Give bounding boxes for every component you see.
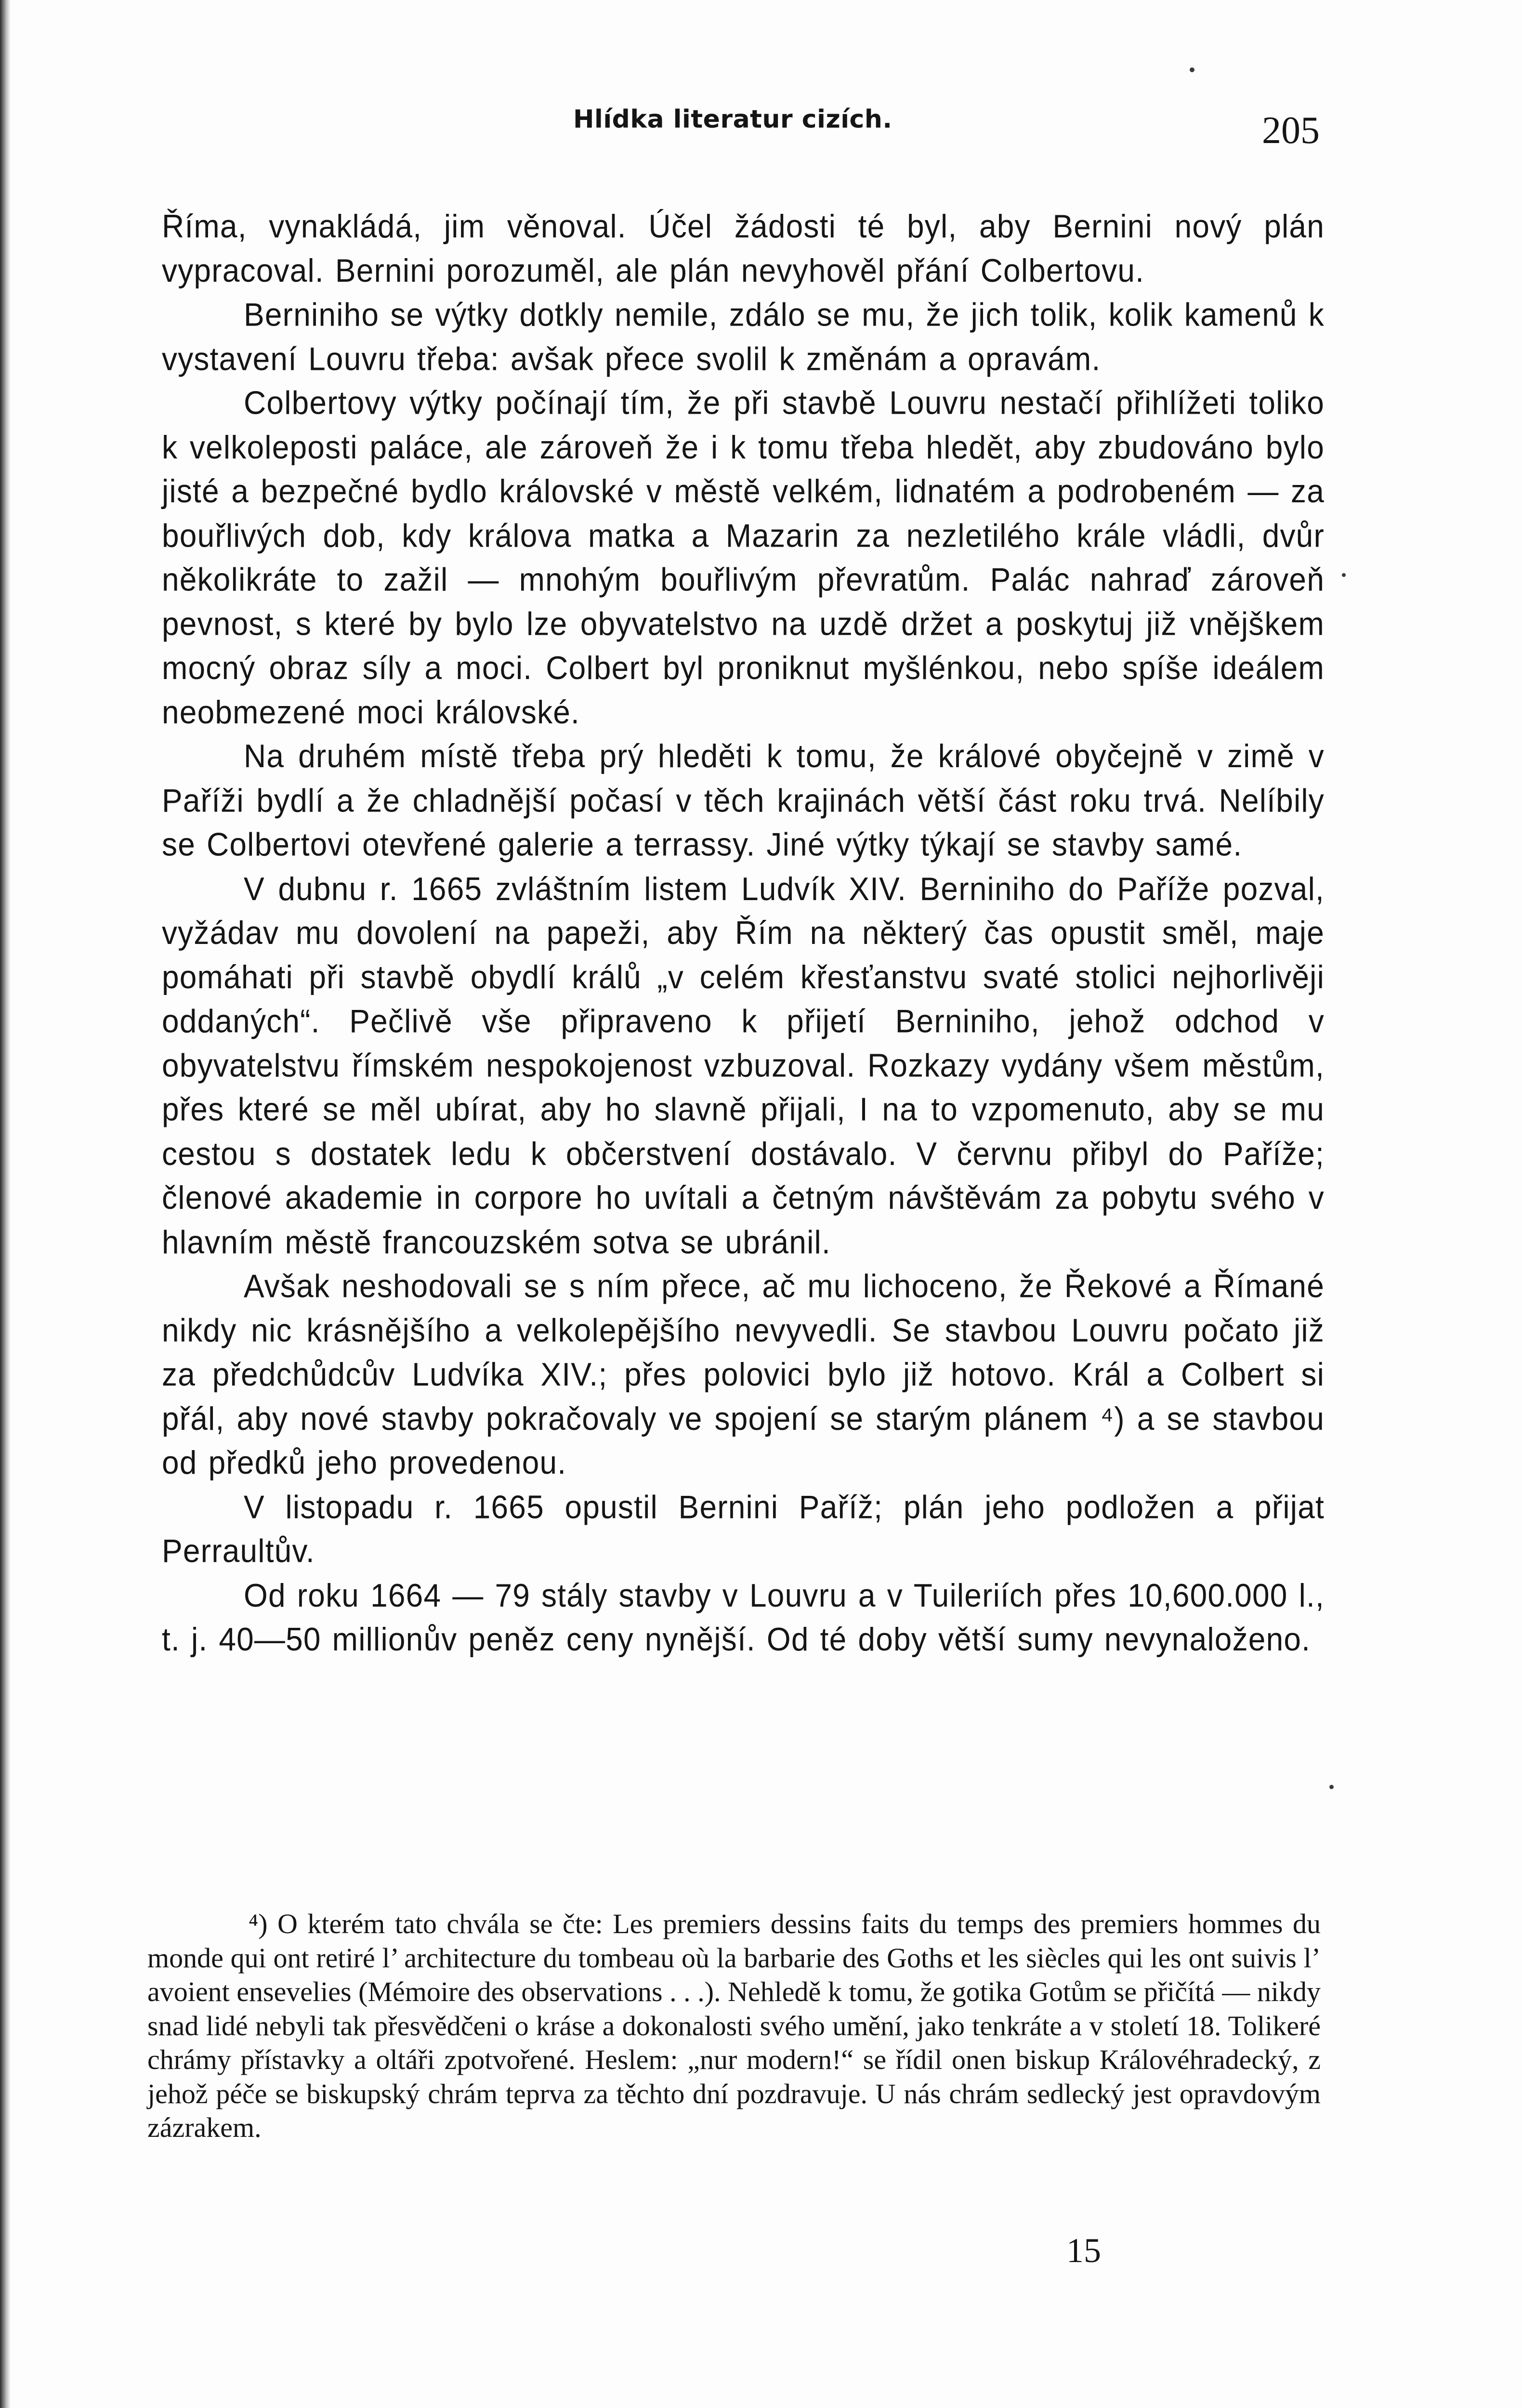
signature-mark: 15 (1066, 2231, 1101, 2270)
paragraph: Od roku 1664 — 79 stály stavby v Louvru a v Tuileriích přes 10,600.000 l., t. j. 40—50 millionův peněz ceny nynější. Od té doby větší sumy nevynaloženo. (162, 1576, 1325, 1658)
paragraph: V listopadu r. 1665 opustil Bernini Paříž; plán jeho podložen a přijat Perraultův. (162, 1488, 1325, 1570)
paragraph: Berniniho se výtky dotkly nemile, zdálo se mu, že jich tolik, kolik kamenů k vystavení Louvru třeba: avšak přece svolil k změnám a opravám. (162, 296, 1325, 377)
speck-mark (1190, 67, 1194, 72)
speck-mark (1342, 573, 1346, 577)
paragraph: Na druhém místě třeba prý hleděti k tomu, že králové obyčejně v zimě v Paříži bydlí a že chladnější počasí v těch krajinách větší část roku trvá. Nelíbily se Colbertovi otevřené galerie a terrassy. Jiné výtky týkají se stavby samé. (162, 737, 1325, 863)
running-head: Hlídka literatur cizích. (573, 105, 892, 134)
paragraph: Colbertovy výtky počínají tím, že při stavbě Louvru nestačí přihlížeti toliko k velkoleposti paláce, ale zároveň že i k tomu třeba hledět, aby zbudováno bylo jisté a bezpečné bydlo královské v městě velkém, lidnatém a podrobeném — za bouřlivých dob, kdy králova matka a Mazarin za nezletilého krále vládli, dvůr několikráte to zažil — mnohým bouřlivým převratům. Palác nahraď zároveň pevnost, s které by bylo lze obyvatelstvo na uzdě držet a poskytuj již vnějškem mocný obraz síly a moci. Colbert byl proniknut myšlénkou, nebo spíše ideálem neobmezené moci královské. (162, 384, 1325, 731)
body-text (162, 204, 1325, 1662)
footnote-text: ⁴) O kterém tato chvála se čte: Les premiers dessins faits du temps des premiers hommes du monde qui ont retiré l’ architecture du tombeau où la barbarie des Goths et les siècles qui les ont suivis l’ avoient ensevelies (Mémoire des observations . . .). Nehledě k tomu, že gotika Gotům se přičítá — nikdy snad lidé nebyli tak přesvědčeni o kráse a dokonalosti svého umění, jako tenkráte a v století 18. Tolikeré chrámy přístavky a oltáři zpotvořené. Heslem: „nur modern!“ se řídil onen biskup Královéhradecký, z jehož péče se biskupský chrám teprva za těchto dní pozdravuje. U nás chrám sedlecký jest opravdovým zázrakem. (147, 1908, 1321, 2143)
footnote (147, 1907, 1321, 2145)
page-binding-edge (0, 0, 11, 2408)
speck-mark (1329, 1785, 1334, 1789)
page-number: 205 (1262, 109, 1320, 152)
paragraph: Říma, vynakládá, jim věnoval. Účel žádosti té byl, aby Bernini nový plán vypracoval. Bernini porozuměl, ale plán nevyhověl přání Colbertovu. (162, 208, 1325, 289)
paragraph: V dubnu r. 1665 zvláštním listem Ludvík XIV. Berniniho do Paříže pozval, vyžádav mu dovolení na papeži, aby Řím na některý čas opustit směl, maje pomáhati při stavbě obydlí králů „v celém křesťanstvu svaté stolici nejhorlivěji oddaných“. Pečlivě vše připraveno k přijetí Berniniho, jehož odchod v obyvatelstvu římském nespokojenost vzbuzoval. Rozkazy vydány všem městům, přes které se měl ubírat, aby ho slavně přijali, I na to vzpomenuto, aby se mu cestou s dostatek ledu k občerstvení dostávalo. V červnu přibyl do Paříže; členové akademie in corpore ho uvítali a četným návštěvám za pobytu svého v hlavním městě francouzském sotva se ubránil. (162, 870, 1325, 1260)
paragraph: Avšak neshodovali se s ním přece, ač mu lichoceno, že Řekové a Římané nikdy nic krásnějšího a velkolepějšího nevyvedli. Se stavbou Louvru počato již za předchůdcův Ludvíka XIV.; přes polovici bylo již hotovo. Král a Colbert si přál, aby nové stavby pokračovaly ve spojení se starým plánem ⁴) a se stavbou od předků jeho provedenou. (162, 1267, 1325, 1481)
